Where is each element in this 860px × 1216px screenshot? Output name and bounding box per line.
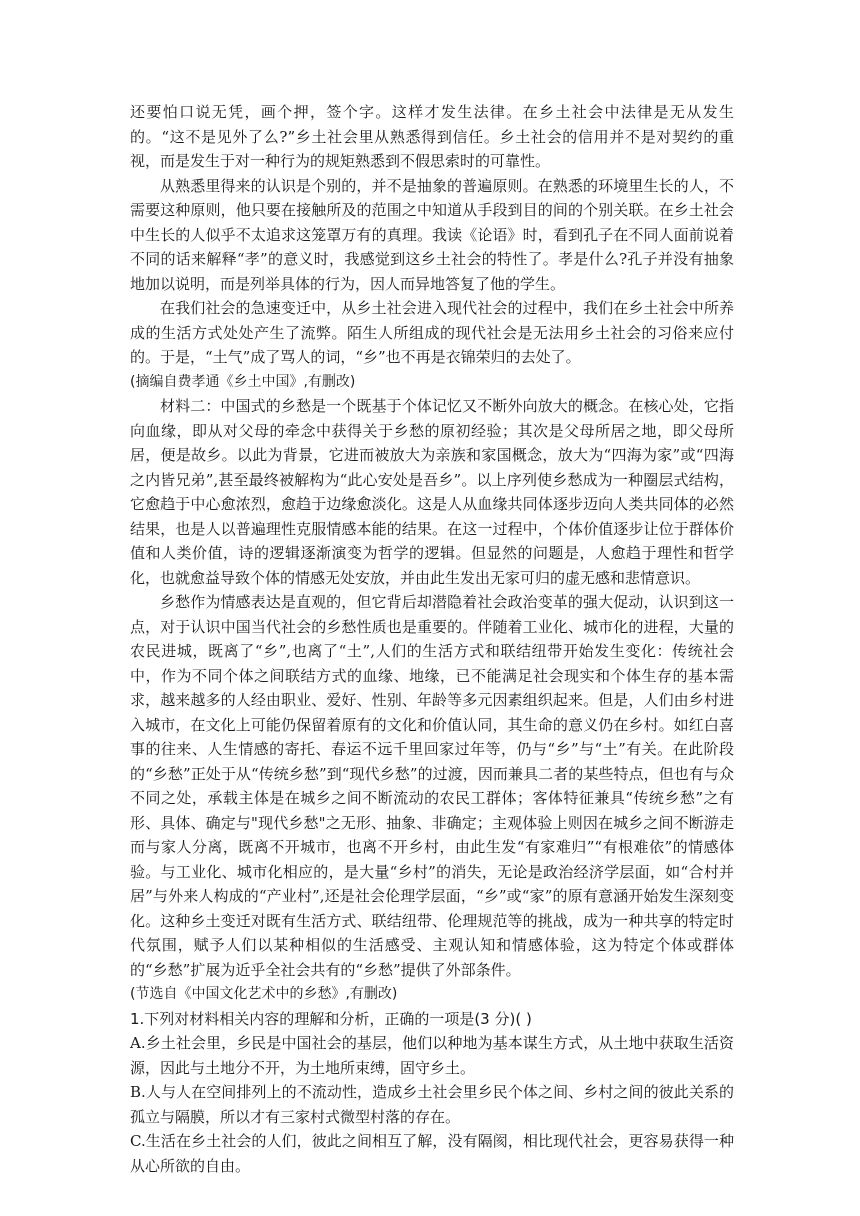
option-b: B.人与人在空间排列上的不流动性，造成乡土社会里乡民个体之间、乡村之间的彼此关系的孤立与隔膜，所以才有三家村式微型村落的存在。: [130, 1083, 734, 1126]
paragraph-3: 在我们社会的急速变迁中，从乡土社会进入现代社会的过程中，我们在乡土社会中所养成的生活方式处处产生了流弊。陌生人所组成的现代社会是无法用乡土社会的习俗来应付的。于是，“土气”成了骂人的词，“乡”也不再是衣锦荣归的去处了。: [130, 299, 734, 366]
question-stem: 1.下列对材料相关内容的理解和分析，正确的一项是(3 分)( ): [130, 1009, 532, 1028]
paragraph-5: 乡愁作为情感表达是直观的，但它背后却潜隐着社会政治变革的强大促动，认识到这一点，对于认识中国当代社会的乡愁性质也是重要的。伴随着工业化、城市化的进程，大量的农民进城，既离了“乡”,也离了“土”,人们的生活方式和联结纽带开始发生变化：传统社会中，作为不同个体之间联结方式的血缘、地缘，已不能满足社会现实和个体生存的基本需求，越来越多的人经由职业、爱好、性别、年龄等多元因素组织起来。但是，人们由乡村进入城市，在文化上可能仍保留着原有的文化和价值认同，其生命的意义仍在乡村。如红白喜事的往来、人生情感的寄托、春运不远千里回家过年等，仍与“乡”与“土”有关。在此阶段的“乡愁”正处于从“传统乡愁”到“现代乡愁”的过渡，因而兼具二者的某些特点，但也有与众不同之处，承载主体是在城乡之间不断流动的农民工群体；客体特征兼具“传统乡愁”之有形、具体、确定与"现代乡愁"之无形、抽象、非确定；主观体验上则因在城乡之间不断游走而与家人分离，既离不开城市，也离不开乡村，由此生发“有家难归”“有根难依”的情感体验。与工业化、城市化相应的，是大量“乡村”的消失，无论是政治经济学层面，如“合村并居”与外来人构成的“产业村”,还是社会伦理学层面，“乡”或“家”的原有意涵开始发生深刻变化。这种乡土变迁对既有生活方式、联结纽带、伦理规范等的挑战，成为一种共享的特定时代氛围，赋予人们以某种相似的生活感受、主观认知和情感体验，这为特定个体或群体的“乡愁”扩展为近乎全社会共有的“乡愁”提供了外部条件。: [130, 593, 734, 979]
paragraph-1: 还要怕口说无凭，画个押，签个字。这样才发生法律。在乡土社会中法律是无从发生的。“这不是见外了么?”乡土社会里从熟悉得到信任。乡土社会的信用并不是对契约的重视，而是发生于对一种行为的规矩熟悉到不假思索时的可靠性。: [130, 103, 734, 170]
source-note-2: (节选自《中国文化艺术中的乡愁》,有删改): [130, 986, 398, 1002]
material-two-paragraph: 材料二：中国式的乡愁是一个既基于个体记忆又不断外向放大的概念。在核心处，它指向血缘，即从对父母的牵念中获得关于乡愁的原初经验；其次是父母所居之地，即父母所居，便是故乡。以此为背景，它进而被放大为亲族和家国概念，放大为“四海为家”或“四海之内皆兄弟”,甚至最终被解构为“此心安处是吾乡”。以上序列使乡愁成为一种圈层式结构，它愈趋于中心愈浓烈，愈趋于边缘愈淡化。这是人从血缘共同体逐步迈向人类共同体的必然结果，也是人以普遍理性克服情感本能的结果。在这一过程中，个体价值逐步让位于群体价值和人类价值，诗的逻辑逐渐演变为哲学的逻辑。但显然的问题是，人愈趋于理性和哲学化，也就愈益导致个体的情感无处安放，并由此生发出无家可归的虚无感和悲情意识。: [130, 397, 734, 587]
option-c: C.生活在乡土社会的人们，彼此之间相互了解，没有隔阂，相比现代社会，更容易获得一种从心所欲的自由。: [130, 1132, 734, 1175]
source-note-1: (摘编自费孝通《乡土中国》,有删改): [130, 373, 356, 390]
option-a: A.乡土社会里，乡民是中国社会的基层，他们以种地为基本谋生方式，从土地中获取生活资源，因此与土地分不开，为土地所束缚，固守乡土。: [130, 1034, 734, 1077]
document-body: [130, 100, 734, 1178]
paragraph-2: 从熟悉里得来的认识是个别的，并不是抽象的普遍原则。在熟悉的环境里生长的人，不需要这种原则，他只要在接触所及的范围之中知道从手段到目的间的个别关联。在乡土社会中生长的人似乎不太追求这笼罩万有的真理。我读《论语》时，看到孔子在不同人面前说着不同的话来解释“孝”的意义时，我感觉到这乡土社会的特性了。孝是什么?孔子并没有抽象地加以说明，而是列举具体的行为，因人而异地答复了他的学生。: [130, 176, 734, 293]
